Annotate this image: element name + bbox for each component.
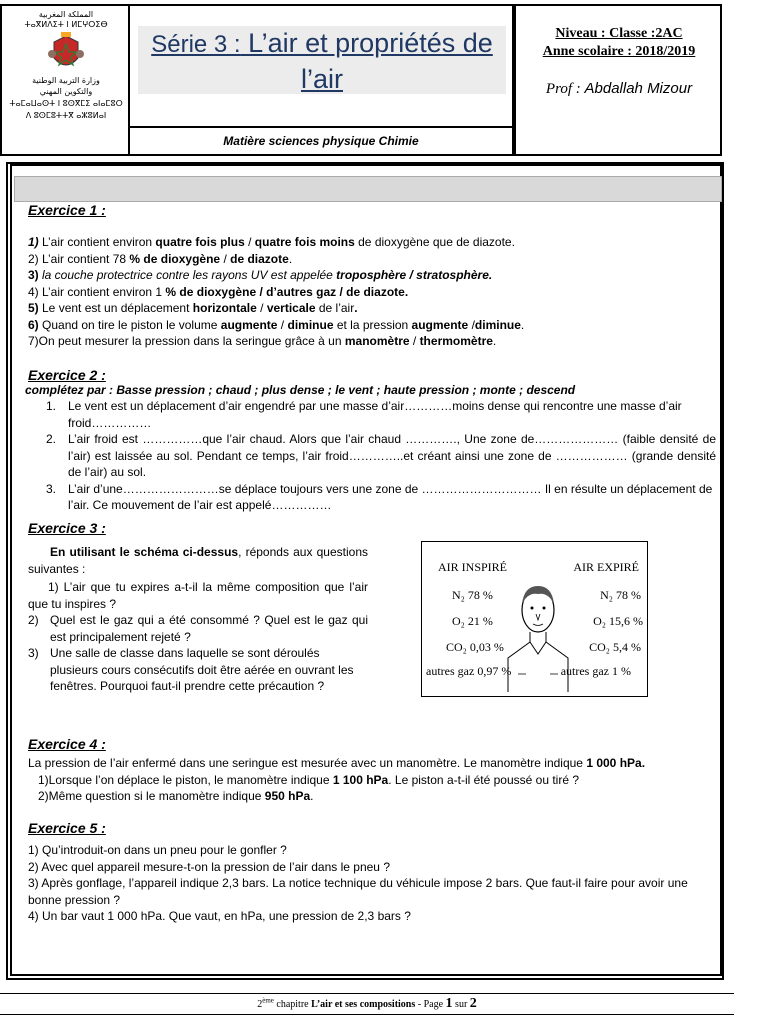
ex4-q2: 2)Même question si le manomètre indique 950 hPa. bbox=[38, 789, 314, 803]
subject: Matière sciences physique Chimie bbox=[223, 134, 419, 148]
fig-left-o2: O₂ 21 % bbox=[452, 614, 493, 628]
teacher-name: Abdallah Mizour bbox=[584, 80, 693, 97]
exercise-5-title: Exercice 5 : bbox=[28, 820, 106, 836]
ex1-q6: 6) Quand on tire le piston le volume augmente / diminue et la pression augmente /diminue. bbox=[28, 317, 525, 332]
footer: 2ème chapitre L’air et ses compositions - Page 1 sur 2 bbox=[257, 996, 477, 1011]
exercise-4-body bbox=[28, 755, 718, 805]
page-title bbox=[138, 26, 506, 96]
kingdom-arabic: المملكة المغربية bbox=[38, 10, 94, 19]
footer-rule-top bbox=[0, 993, 734, 994]
ex2-item-3: 3. L’air d’une……………………se déplace toujours vers une zone de ………………………… Il en résulte un déplacement de l’air. Ce mouvement de l’air est appelé…………… bbox=[46, 481, 713, 512]
logo-cell bbox=[2, 6, 130, 154]
exercise-5-body bbox=[28, 842, 718, 925]
exercise-3-body bbox=[28, 544, 368, 695]
exercise-2-instruction: complétez par : Basse pression ; chaud ; plus dense ; le vent ; haute pression ; monte ; descend bbox=[25, 383, 576, 397]
ministry-arabic-1: وزارة التربية الوطنية bbox=[32, 76, 100, 85]
fig-left-co2: CO₂ 0,03 % bbox=[446, 640, 504, 654]
fig-left-n2: N₂ 78 % bbox=[452, 588, 493, 602]
ex1-q4: 4) L’air contient environ 1 % de dioxygène / d’autres gaz / de diazote. bbox=[28, 284, 409, 299]
teacher bbox=[516, 80, 722, 98]
ex3-q3: 3) Une salle de classe dans laquelle se sont déroulés plusieurs cours consécutifs doit être aérée en ouvrant les fenêtres. Pourquoi faut-il prendre cette précaution ? bbox=[28, 646, 354, 693]
ministry-arabic-2: والتكوين المهني bbox=[39, 87, 93, 96]
ex1-q1: 1) L’air contient environ quatre fois plus / quatre fois moins de dioxygène que de diazote. bbox=[28, 235, 515, 249]
fig-left-other: autres gaz 0,97 % bbox=[426, 664, 512, 678]
respiration-figure bbox=[421, 541, 648, 697]
ex2-item-2: 2. L’air froid est ……………que l’air chaud. Alors que l’air chaud …………., Une zone de………………… (faible densité de l’air) est laissée au sol. Pendant ce temps, l’air froid…………..et créant ainsi une zone de ……………… (grande densité de l’air) au sol. bbox=[46, 432, 716, 479]
exercise-3-title: Exercice 3 : bbox=[28, 520, 106, 536]
exercise-1-title: Exercice 1 : bbox=[28, 202, 106, 218]
emblem-icon bbox=[46, 32, 86, 74]
ex3-q1: 1) L’air que tu expires a-t-il la même composition que l’air que tu inspires ? bbox=[28, 580, 368, 611]
gray-band bbox=[14, 176, 722, 202]
ex2-item-1: 1. Le vent est un déplacement d’air engendré par une masse d’air…………moins dense qui rencontre une masse d’air froid…………… bbox=[46, 399, 682, 430]
school-year: Anne scolaire : 2018/2019 bbox=[542, 44, 696, 59]
fig-left-title: AIR INSPIRÉ bbox=[438, 560, 508, 574]
ministry-tifinagh-2: ⴷ ⵓⵙⵎⵓⵜⵜⴳ ⴰⵣⵓⵍⴰⵏ bbox=[25, 111, 107, 120]
footer-rule-bottom bbox=[0, 1014, 734, 1015]
ex5-q1: 1) Qu’introduit-on dans un pneu pour le gonfler ? bbox=[28, 843, 287, 857]
fig-right-other: autres gaz 1 % bbox=[560, 664, 631, 678]
fig-right-co2: CO₂ 5,4 % bbox=[589, 640, 641, 654]
ex1-q5: 5) Le vent est un déplacement horizontale / verticale de l’air. bbox=[28, 301, 358, 315]
ex3-q2: 2) Quel est le gaz qui a été consommé ? Quel est le gaz qui est principalement rejeté ? bbox=[28, 613, 368, 644]
ex5-q4: 4) Un bar vaut 1 000 hPa. Que vaut, en hPa, une pression de 2,3 bars ? bbox=[28, 909, 411, 923]
person-drawing-icon bbox=[506, 578, 570, 692]
ex4-intro: La pression de l’air enfermé dans une seringue est mesurée avec un manomètre. Le manomètre indique 1 000 hPa. bbox=[28, 756, 646, 770]
ex1-q2: 2) L’air contient 78 % de dioxygène / de diazote. bbox=[28, 251, 293, 266]
teacher-label: Prof : bbox=[545, 81, 581, 97]
header-box bbox=[0, 4, 722, 156]
exercise-4-title: Exercice 4 : bbox=[28, 736, 106, 752]
exercise-1-body bbox=[28, 234, 718, 350]
title-rest: L’air et propriétés de l’air bbox=[240, 28, 493, 94]
level: Niveau : Classe :2AC bbox=[555, 26, 683, 41]
ex4-q1: 1)Lorsque l’on déplace le piston, le manomètre indique 1 100 hPa. Le piston a-t-il été poussé ou tiré ? bbox=[38, 772, 580, 787]
info-cell bbox=[514, 6, 722, 154]
title-divider bbox=[130, 126, 512, 128]
ministry-tifinagh-1: ⵜⴰⵎⴰⵡⴰⵙⵜ ⵏ ⵓⵙⴳⵎⵉ ⴰⵏⴰⵎⵓⵔ bbox=[9, 99, 123, 108]
exercise-2-list bbox=[46, 398, 716, 514]
ex1-q3: 3) la couche protectrice contre les rayons UV est appelée troposphère / stratosphère. bbox=[28, 268, 493, 282]
ex5-q2: 2) Avec quel appareil mesure-t-on la pression de l’air dans le pneu ? bbox=[28, 859, 390, 874]
title-cell bbox=[130, 6, 514, 154]
ex3-intro: En utilisant le schéma ci-dessus, réponds aux questions suivantes : bbox=[28, 545, 369, 576]
ex5-q3: 3) Après gonflage, l’appareil indique 2,3 bars. La notice technique du véhicule impose 2 bars. Que faut-il faire pour avoir une bonne pression ? bbox=[28, 876, 688, 907]
fig-right-n2: N₂ 78 % bbox=[600, 588, 641, 602]
kingdom-tifinagh: ⵜⴰⴳⵍⴷⵉⵜ ⵏ ⵍⵎⵖⵔⵉⴱ bbox=[24, 20, 108, 29]
ex1-q7: 7)On peut mesurer la pression dans la seringue grâce à un manomètre / thermomètre. bbox=[28, 334, 497, 348]
fig-right-o2: O₂ 15,6 % bbox=[593, 614, 643, 628]
title-prefix: Série 3 : bbox=[151, 31, 241, 58]
fig-right-title: AIR EXPIRÉ bbox=[573, 560, 639, 574]
exercise-2-title: Exercice 2 : bbox=[28, 367, 106, 383]
